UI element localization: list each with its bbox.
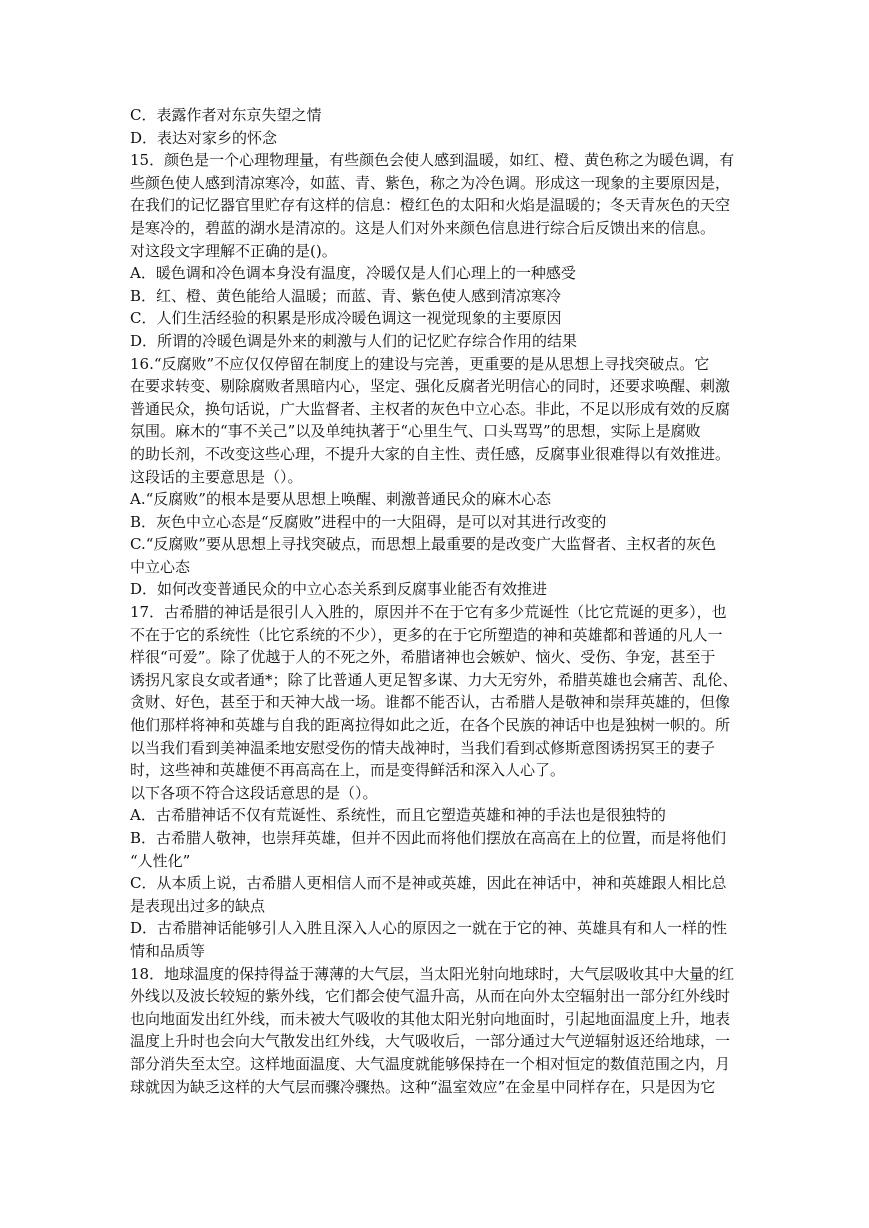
- text-line: C.“反腐败”要从思想上寻找突破点，而思想上最重要的是改变广大监督者、主权者的灰色: [130, 535, 717, 554]
- text-line: 是表现出过多的缺点: [130, 896, 266, 915]
- text-line: 贪财、好色，甚至于和天神大战一场。谁都不能否认，古希腊人是敬神和崇拜英雄的，但像: [130, 693, 731, 712]
- text-line: 外线以及波长较短的紫外线，它们都会使气温升高，从而在向外太空辐射出一部分红外线时: [130, 987, 731, 1006]
- text-line: B．古希腊人敬神，也崇拜英雄，但并不因此而将他们摆放在高高在上的位置，而是将他们: [130, 829, 727, 847]
- text-line: 情和品质等: [130, 941, 206, 960]
- text-line: 以下各项不符合这段话意思的是（）。: [130, 783, 378, 802]
- text-line: 诱拐凡家良女或者通*；除了比普通人更足智多谋、力大无穷外，希腊英雄也会痛苦、乱伦、: [130, 670, 738, 689]
- text-line: 样很“可爱”。除了优越于人的不死之外，希腊诸神也会嫉妒、恼火、受伤、争宠，甚至于: [130, 648, 716, 667]
- text-line: A．暖色调和冷色调本身没有温度，冷暖仅是人们心理上的一种感受: [130, 264, 576, 283]
- text-line: 16.“反腐败”不应仅仅停留在制度上的建设与完善，更重要的是从思想上寻找突破点。它: [130, 354, 710, 373]
- text-line: 球就因为缺乏这样的大气层而骤冷骤热。这种“温室效应”在金星中同样存在，只是因为它: [130, 1077, 716, 1096]
- text-line: 些颜色使人感到清凉寒冷，如蓝、青、紫色，称之为冷色调。形成这一现象的主要原因是，: [130, 173, 731, 192]
- text-line: 部分消失至太空。这样地面温度、大气温度就能够保持在一个相对恒定的数值范围之内，月: [130, 1054, 731, 1073]
- text-line: 普通民众，换句话说，广大监督者、主权者的灰色中立心态。非此，不足以形成有效的反腐: [130, 399, 731, 418]
- text-line: 的助长剂，不改变这些心理，不提升大家的自主性、责任感，反腐事业很难得以有效推进。: [130, 444, 731, 463]
- text-line: 也向地面发出红外线，而未被大气吸收的其他太阳光射向地面时，引起地面温度上升，地表: [130, 1009, 731, 1028]
- text-line: 是寒冷的，碧蓝的湖水是清凉的。这是人们对外来颜色信息进行综合后反馈出来的信息。: [130, 218, 716, 237]
- text-line: 温度上升时也会向大气散发出红外线，大气吸收后，一部分通过大气逆辐射返还给地球，一: [130, 1032, 731, 1051]
- text-line: D．表达对家乡的怀念: [130, 128, 278, 147]
- text-line: B．红、橙、黄色能给人温暖；而蓝、青、紫色使人感到清凉寒冷: [130, 286, 562, 305]
- text-line: C．人们生活经验的积累是形成冷暖色调这一视觉现象的主要原因: [130, 309, 562, 328]
- text-line: C．从本质上说，古希腊人更相信人而不是神或英雄，因此在神话中，神和英雄跟人相比总: [130, 874, 727, 893]
- text-line: 17．古希腊的神话是很引人入胜的，原因并不在于它有多少荒诞性（比它荒诞的更多），也: [130, 603, 727, 622]
- text-line: D．古希腊神话能够引人入胜且深入人心的原因之一就在于它的神、英雄具有和人一样的性: [130, 919, 728, 938]
- text-line: 在要求转变、剔除腐败者黑暗内心，坚定、强化反腐者光明信心的同时，还要求唤醒、刺激: [130, 377, 731, 396]
- text-line: 以当我们看到美神温柔地安慰受伤的情夫战神时，当我们看到忒修斯意图诱拐冥王的妻子: [130, 738, 716, 757]
- text-line: 他们那样将神和英雄与自我的距离拉得如此之近，在各个民族的神话中也是独树一帜的。所: [130, 716, 731, 735]
- text-line: A.“反腐败”的根本是要从思想上唤醒、刺激普通民众的麻木心态: [130, 490, 551, 509]
- text-line: 不在于它的系统性（比它系统的不少），更多的在于它所塑造的神和英雄都和普通的凡人一: [130, 625, 723, 644]
- text-line: “人性化”: [130, 851, 191, 870]
- text-line: 这段话的主要意思是（）。: [130, 467, 303, 486]
- text-line: D．如何改变普通民众的中立心态关系到反腐事业能否有效推进: [130, 580, 548, 599]
- text-line: 15．颜色是一个心理物理量，有些颜色会使人感到温暖，如红、橙、黄色称之为暖色调，有: [130, 151, 735, 170]
- text-line: 氛围。麻木的“事不关己”以及单纯执著于“心里生气、口头骂骂”的思想，实际上是腐败: [130, 422, 701, 441]
- text-line: B．灰色中立心态是“反腐败”进程中的一大阻碍，是可以对其进行改变的: [130, 512, 607, 531]
- text-line: 18．地球温度的保持得益于薄薄的大气层，当太阳光射向地球时，大气层吸收其中大量的红: [130, 964, 735, 983]
- text-line: 对这段文字理解不正确的是()。: [130, 241, 337, 260]
- text-line: A．古希腊神话不仅有荒诞性、系统性，而且它塑造英雄和神的手法也是很独特的: [130, 806, 666, 825]
- text-line: 在我们的记忆器官里贮存有这样的信息：橙红色的太阳和火焰是温暖的；冬天青灰色的天空: [130, 196, 731, 215]
- text-line: 时，这些神和英雄便不再高高在上，而是变得鲜活和深入人心了。: [130, 761, 566, 780]
- text-line: C．表露作者对东京失望之情: [130, 106, 322, 124]
- text-line: 中立心态: [130, 557, 191, 576]
- text-line: D．所谓的冷暖色调是外来的刺激与人们的记忆贮存综合作用的结果: [130, 331, 578, 350]
